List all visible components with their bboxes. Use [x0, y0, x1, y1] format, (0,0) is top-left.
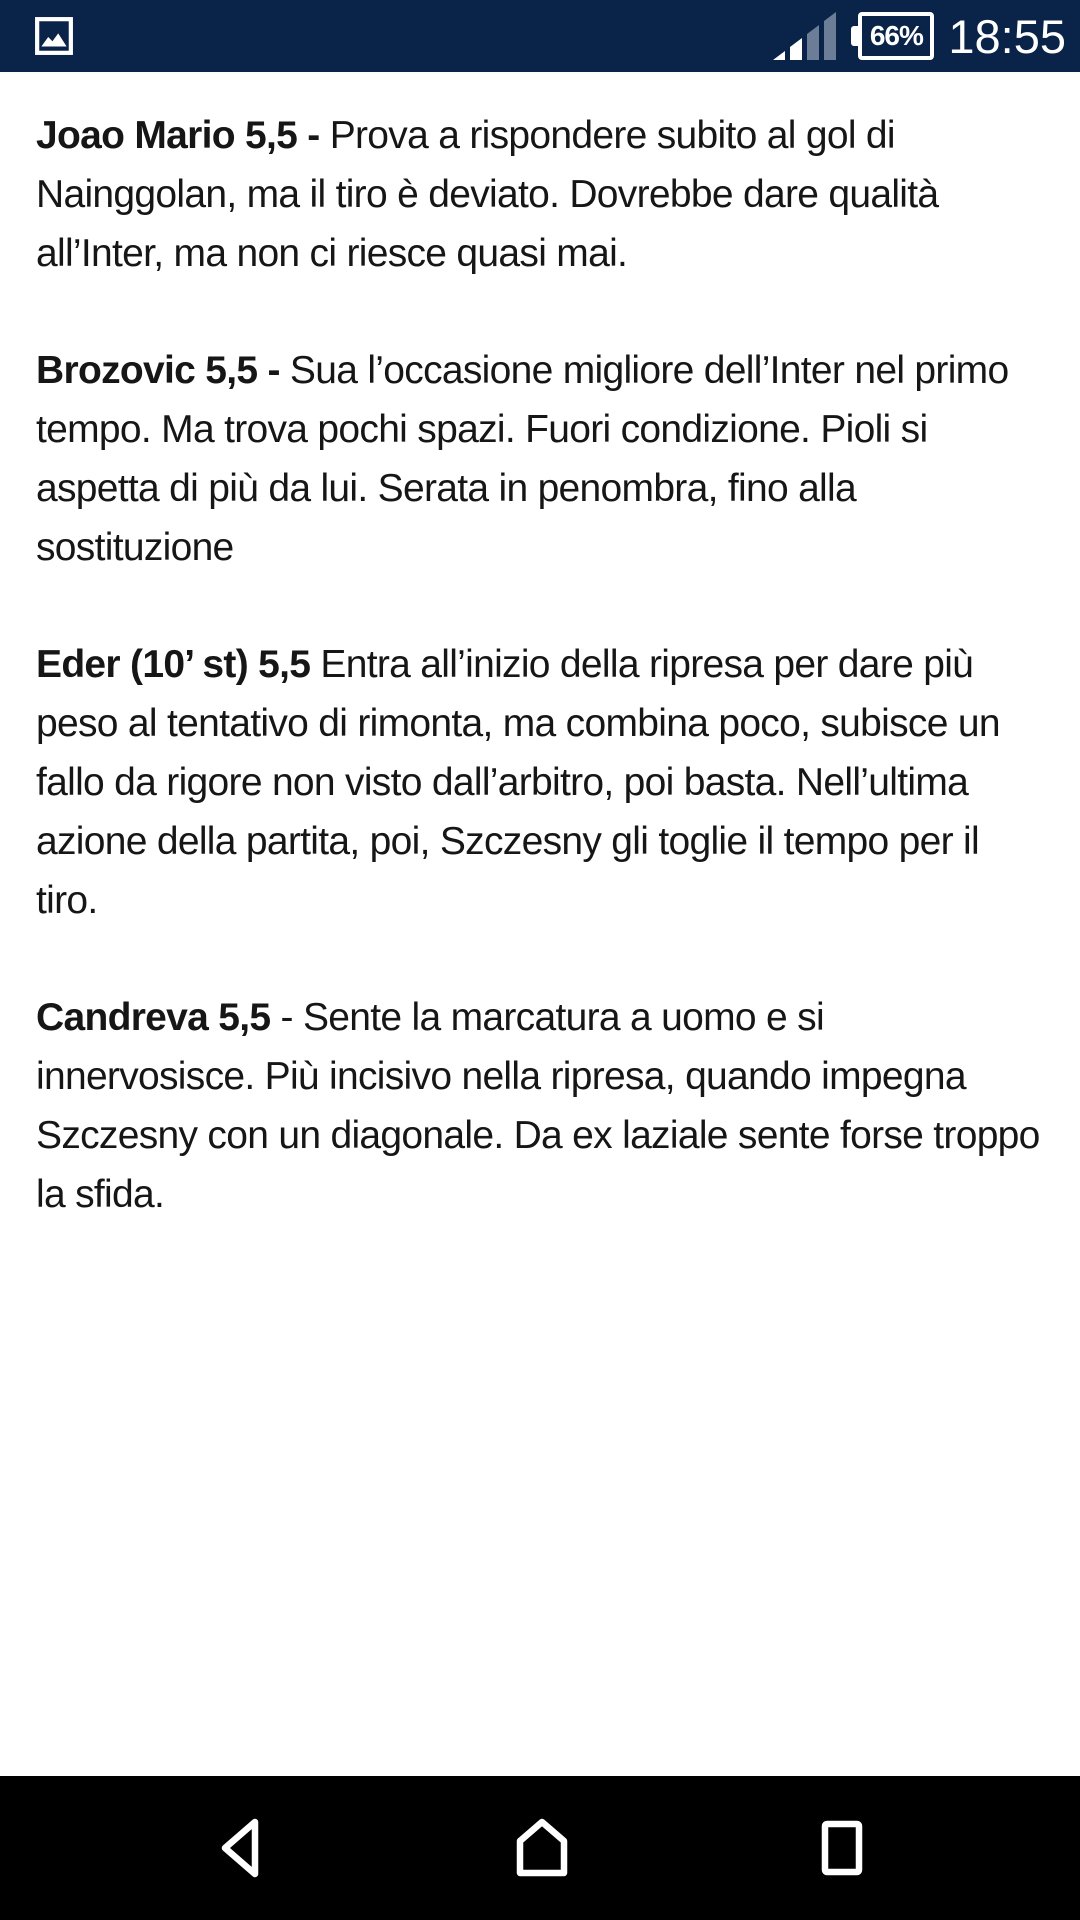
- home-button[interactable]: [514, 1817, 570, 1879]
- back-button[interactable]: [216, 1816, 264, 1880]
- home-icon: [514, 1817, 570, 1879]
- player-rating-text: Prova a rispondere subito al gol di Nainggolan, ma il tiro è deviato. Dovrebbe dare qualità all’Inter, ma non ci riesce quasi mai.: [36, 114, 939, 275]
- status-bar[interactable]: [0, 0, 1080, 72]
- player-name-rating: Brozovic 5,5 -: [36, 349, 280, 392]
- back-icon: [216, 1816, 264, 1880]
- android-nav-bar: [0, 1776, 1080, 1920]
- article-content[interactable]: [0, 72, 1080, 1776]
- player-rating-paragraph: [36, 635, 1044, 930]
- status-bar-system-icons: [773, 9, 1066, 64]
- recents-button[interactable]: [820, 1819, 864, 1877]
- player-name-rating: Joao Mario 5,5 -: [36, 114, 320, 157]
- image-notification-icon: [34, 16, 74, 56]
- battery-icon: [851, 12, 934, 60]
- player-name-rating: Candreva 5,5: [36, 996, 271, 1039]
- player-rating-paragraph: [36, 988, 1044, 1224]
- battery-percent-label: 66%: [869, 20, 923, 51]
- player-rating-paragraph: [36, 341, 1044, 577]
- player-rating-paragraph: [36, 106, 1044, 283]
- player-name-rating: Eder (10’ st) 5,5: [36, 643, 311, 686]
- signal-strength-icon: [773, 12, 837, 60]
- recents-icon: [820, 1819, 864, 1877]
- player-rating-text: Entra all’inizio della ripresa per dare più peso al tentativo di rimonta, ma combina poco, subisce un fallo da rigore non visto dall’arbitro, poi basta. Nell’ultima azione della partita, poi, Szczesny gli toglie il tempo per il tiro.: [36, 643, 1000, 922]
- status-bar-notifications: [34, 16, 74, 56]
- player-rating-text: Sua l’occasione migliore dell’Inter nel primo tempo. Ma trova pochi spazi. Fuori condizione. Pioli si aspetta di più da lui. Serata in penombra, fino alla sostituzione: [36, 349, 1009, 569]
- battery-body: [858, 12, 934, 60]
- player-rating-text: - Sente la marcatura a uomo e si innervosisce. Più incisivo nella ripresa, quando impegna Szczesny con un diagonale. Da ex laziale sente forse troppo la sfida.: [36, 996, 1040, 1216]
- status-bar-clock: 18:55: [948, 9, 1066, 63]
